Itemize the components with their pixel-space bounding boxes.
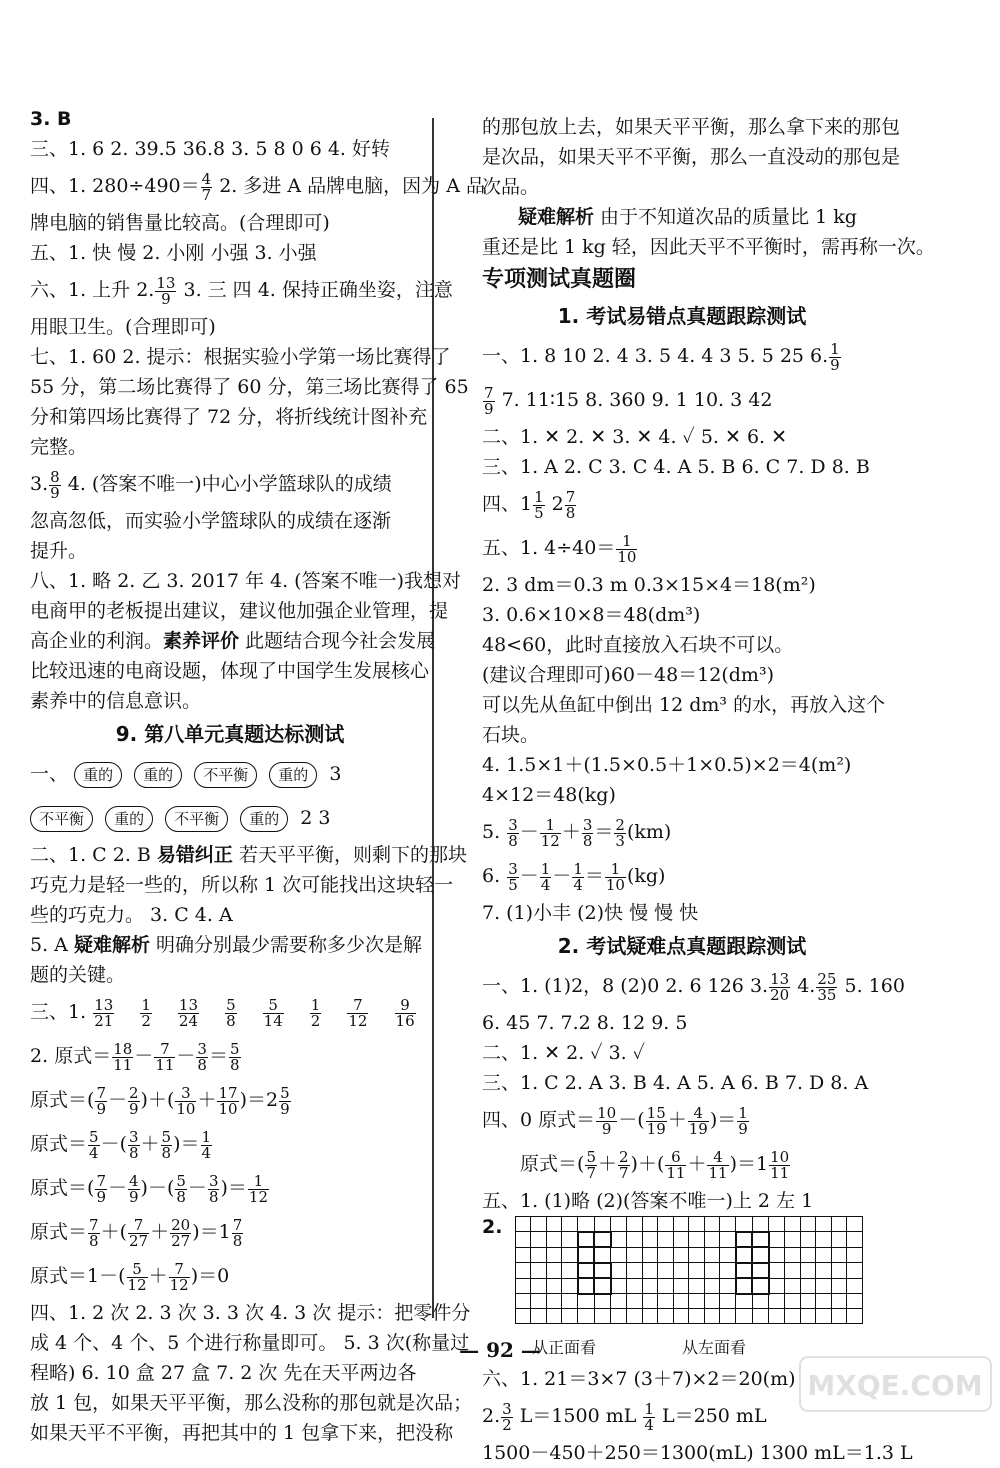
grid-cell bbox=[611, 1309, 627, 1324]
answer-line: 七、1. 60 2. 提示：根据实验小学第一场比赛得了 bbox=[30, 346, 451, 368]
equation: 原式＝( $\frac{7}{9}$ － $\frac{2}{9}$ )＋( $\frac{3}{10}$ ＋ $\frac{17}{10}$ )＝2 $\frac{5}{9}$ bbox=[30, 1083, 290, 1118]
answer-line: 5. A 疑难解析 明确分别最少需要称多少次是解 bbox=[30, 934, 422, 956]
grid-cell bbox=[689, 1232, 705, 1248]
grid-cell bbox=[736, 1278, 753, 1294]
watermark-logo bbox=[798, 1355, 993, 1413]
grid-cell bbox=[816, 1263, 832, 1279]
grid-cell bbox=[689, 1294, 705, 1309]
grid-cell bbox=[769, 1309, 785, 1324]
answer-line: 二、1. ✕ 2. ✕ 3. ✕ 4. ✓ 5. ✕ 6. ✕ bbox=[482, 426, 788, 448]
answer-line: 完整。 bbox=[30, 436, 88, 458]
answer-oval: 重的 bbox=[240, 806, 288, 832]
grid-cell bbox=[642, 1278, 658, 1294]
answer-oval: 重的 bbox=[134, 762, 182, 788]
grid-cell bbox=[594, 1232, 611, 1248]
equation: 原式＝1－( $\frac{5}{12}$ ＋ $\frac{7}{12}$ )＝0 bbox=[30, 1259, 230, 1294]
answer-line: 2. 3 dm＝0.3 m 0.3×15×4＝18(m²) bbox=[482, 574, 816, 596]
grid-cell bbox=[752, 1294, 769, 1309]
answer-line: 牌电脑的销售量比较高。(合理即可) bbox=[30, 212, 330, 234]
grid-cell bbox=[752, 1217, 769, 1232]
grid-cell bbox=[578, 1263, 595, 1279]
grid-cell bbox=[658, 1217, 674, 1232]
answer-line: 四、1. 280÷490＝ $\frac{4}{7}$ 2. 多进 A 品牌电脑，因为 A 品 bbox=[30, 169, 485, 204]
grid-cell bbox=[515, 1294, 531, 1309]
grid-cell bbox=[562, 1247, 578, 1263]
grid-cell bbox=[704, 1278, 720, 1294]
grid-cell bbox=[736, 1217, 753, 1232]
grid-cell bbox=[562, 1232, 578, 1248]
equation: 原式＝ $\frac{7}{8}$ ＋( $\frac{7}{27}$ ＋ $\frac{20}{27}$ )＝1 $\frac{7}{8}$ bbox=[30, 1215, 243, 1250]
answer-line: 3. B bbox=[30, 108, 72, 130]
grid-cell bbox=[658, 1294, 674, 1309]
grid-cell bbox=[689, 1278, 705, 1294]
equation: 原式＝( $\frac{7}{9}$ － $\frac{4}{9}$ )－( $\frac{5}{8}$ － $\frac{3}{8}$ )＝ $\frac{1}{12}$ bbox=[30, 1171, 268, 1206]
grid-cell bbox=[642, 1247, 658, 1263]
grid-cell bbox=[627, 1232, 643, 1248]
grid-cell bbox=[546, 1278, 562, 1294]
grid-cell bbox=[816, 1247, 832, 1263]
grid-cell bbox=[752, 1232, 769, 1248]
answer-oval: 重的 bbox=[269, 762, 317, 788]
grid-cell bbox=[720, 1217, 736, 1232]
grid-cell bbox=[736, 1263, 753, 1279]
answer-oval: 不平衡 bbox=[194, 762, 257, 788]
grid-cell bbox=[752, 1278, 769, 1294]
grid-cell bbox=[736, 1232, 753, 1248]
answer-line: 4. 1.5×1＋(1.5×0.5＋1×0.5)×2＝4(m²) bbox=[482, 754, 852, 776]
grid-cell bbox=[847, 1294, 863, 1309]
grid-cell bbox=[720, 1232, 736, 1248]
fraction: $\frac{4}{7}$ bbox=[201, 169, 212, 204]
grid-cell bbox=[627, 1217, 643, 1232]
grid-cell bbox=[562, 1309, 578, 1324]
answer-line: 可以先从鱼缸中倒出 12 dm³ 的水，再放入这个 bbox=[482, 694, 886, 716]
grid-cell bbox=[594, 1294, 611, 1309]
grid-cell bbox=[736, 1294, 753, 1309]
grid-cell bbox=[785, 1217, 801, 1232]
grid-cell bbox=[578, 1217, 595, 1232]
grid-cell bbox=[720, 1263, 736, 1279]
grid-cell bbox=[611, 1294, 627, 1309]
grid-cell bbox=[800, 1232, 816, 1248]
grid-cell bbox=[720, 1247, 736, 1263]
answer-line: 如果天平不平衡，再把其中的 1 包拿下来，把没称 bbox=[30, 1422, 454, 1444]
svg-text:MXQE.COM: MXQE.COM bbox=[807, 1369, 983, 1402]
grid-cell bbox=[831, 1217, 847, 1232]
grid-cell bbox=[627, 1263, 643, 1279]
grid-cell bbox=[673, 1309, 689, 1324]
note-label: 素养评价 bbox=[163, 630, 240, 652]
grid-cell bbox=[736, 1247, 753, 1263]
grid-cell bbox=[673, 1217, 689, 1232]
answer-oval: 不平衡 bbox=[30, 806, 93, 832]
answer-line: 3. 0.6×10×8＝48(dm³) bbox=[482, 604, 701, 626]
grid-cell bbox=[658, 1263, 674, 1279]
grid-cell bbox=[689, 1247, 705, 1263]
grid-cell bbox=[816, 1278, 832, 1294]
grid-cell bbox=[704, 1232, 720, 1248]
grid-cell bbox=[816, 1217, 832, 1232]
grid-cell bbox=[769, 1294, 785, 1309]
grid-cell bbox=[785, 1294, 801, 1309]
grid-cell bbox=[831, 1294, 847, 1309]
grid-cell bbox=[752, 1309, 769, 1324]
grid-cell bbox=[689, 1217, 705, 1232]
grid-cell bbox=[531, 1294, 547, 1309]
grid-cell bbox=[704, 1309, 720, 1324]
left-column bbox=[30, 104, 485, 1448]
grid-cell bbox=[816, 1309, 832, 1324]
grid-cell bbox=[769, 1247, 785, 1263]
grid-cell bbox=[594, 1278, 611, 1294]
answer-line: 疑难解析 由于不知道次品的质量比 1 kg bbox=[518, 206, 857, 228]
answer-line: 重还是比 1 kg 轻，因此天平不平衡时，需再称一次。 bbox=[482, 236, 935, 258]
answer-line: 一、1. 8 10 2. 4 3. 5 4. 4 3 5. 5 25 6. $\frac{1}{9}$ bbox=[482, 339, 840, 374]
grid-cell bbox=[800, 1309, 816, 1324]
answer-line: 四、1 $\frac{1}{5}$ 2 $\frac{7}{8}$ bbox=[482, 487, 576, 522]
grid-cell bbox=[704, 1217, 720, 1232]
answer-line: 五、1. (1)略 (2)(答案不唯一)上 2 左 1 bbox=[482, 1190, 814, 1212]
grid-cell bbox=[800, 1263, 816, 1279]
grid-cell bbox=[847, 1309, 863, 1324]
fraction-answers: 三、1. $\frac{13}{21}$ $\frac{1}{2}$ $\frac{13}{24}$ $\frac{5}{8}$ $\frac{5}{14}$ $\frac{1}{2}$ $\frac{7}{12}$ $\frac{9}{16}$ bbox=[30, 995, 415, 1030]
answer-line: 48<60，此时直接放入石块不可以。 bbox=[482, 634, 794, 656]
grid-cell bbox=[611, 1217, 627, 1232]
answer-line: 4×12＝48(kg) bbox=[482, 784, 616, 806]
grid-cell bbox=[847, 1217, 863, 1232]
answer-line: 石块。 bbox=[482, 724, 540, 746]
grid-cell bbox=[720, 1309, 736, 1324]
grid-cell bbox=[704, 1263, 720, 1279]
note-label: 易错纠正 bbox=[156, 844, 233, 866]
grid-cell bbox=[847, 1232, 863, 1248]
grid-cell bbox=[785, 1247, 801, 1263]
answer-line: 三、1. C 2. A 3. B 4. A 5. A 6. B 7. D 8. A bbox=[482, 1072, 869, 1094]
grid-cell bbox=[831, 1247, 847, 1263]
grid-cell bbox=[800, 1278, 816, 1294]
oval-answers: 一、 重的 重的 不平衡 重的 3 bbox=[30, 752, 430, 796]
grid-cell bbox=[562, 1217, 578, 1232]
fraction: $\frac{13}{9}$ bbox=[156, 273, 176, 308]
grid-cell bbox=[642, 1294, 658, 1309]
grid-cell bbox=[594, 1247, 611, 1263]
equation: 6. $\frac{3}{5}$ － $\frac{1}{4}$ － $\frac{1}{4}$ ＝ $\frac{1}{10}$ (kg) bbox=[482, 859, 666, 894]
grid-cell bbox=[578, 1247, 595, 1263]
grid-cell bbox=[769, 1217, 785, 1232]
answer-line: 电商甲的老板提出建议，建议他加强企业管理，提 bbox=[30, 600, 449, 622]
answer-line: 八、1. 略 2. 乙 3. 2017 年 4. (答案不唯一)我想对 bbox=[30, 570, 462, 592]
answer-line: 1500－450＋250＝1300(mL) 1300 mL＝1.3 L bbox=[482, 1442, 913, 1464]
grid-cell bbox=[546, 1217, 562, 1232]
grid-cell bbox=[831, 1309, 847, 1324]
answer-line: 题的关键。 bbox=[30, 964, 126, 986]
grid-cell bbox=[816, 1294, 832, 1309]
answer-line: 是次品，如果天平不平衡，那么一直没动的那包是 bbox=[482, 146, 901, 168]
answer-line: 程略) 6. 10 盒 27 盒 7. 2 次 先在天平两边各 bbox=[30, 1362, 417, 1384]
grid-cell bbox=[531, 1217, 547, 1232]
grid-cell bbox=[578, 1278, 595, 1294]
answer-line: 三、1. A 2. C 3. C 4. A 5. B 6. C 7. D 8. B bbox=[482, 456, 870, 478]
grid-cell bbox=[800, 1294, 816, 1309]
grid-cell bbox=[769, 1263, 785, 1279]
answer-line: (建议合理即可)60－48＝12(dm³) bbox=[482, 664, 774, 686]
answer-line: $\frac{7}{9}$ 7. 11∶15 8. 360 9. 1 10. 3 42 bbox=[484, 383, 773, 418]
grid-cell bbox=[658, 1247, 674, 1263]
fraction: $\frac{8}{9}$ bbox=[50, 467, 60, 502]
answer-line: 些的巧克力。 3. C 4. A bbox=[30, 904, 233, 926]
answer-line: 的那包放上去，如果天平平衡，那么拿下来的那包 bbox=[482, 116, 901, 138]
grid-cell bbox=[515, 1309, 531, 1324]
grid-cell bbox=[611, 1278, 627, 1294]
grid-cell bbox=[627, 1247, 643, 1263]
equation: 四、0 原式＝ $\frac{10}{9}$ －( $\frac{15}{19}$ ＋ $\frac{4}{19}$ )＝ $\frac{1}{9}$ bbox=[482, 1103, 748, 1138]
grid-cell bbox=[531, 1278, 547, 1294]
grid-cell bbox=[546, 1309, 562, 1324]
section-heading: 2. 考试疑难点真题跟踪测试 bbox=[557, 934, 807, 958]
grid-cell bbox=[515, 1263, 531, 1279]
grid-cell bbox=[720, 1278, 736, 1294]
grid-cell bbox=[562, 1294, 578, 1309]
grid-cell bbox=[531, 1232, 547, 1248]
grid-cell bbox=[769, 1278, 785, 1294]
answer-line: 忽高忽低，而实验小学篮球队的成绩在逐渐 bbox=[30, 510, 392, 532]
answer-oval: 重的 bbox=[105, 806, 153, 832]
grid-cell bbox=[847, 1247, 863, 1263]
answer-line: 3. $\frac{8}{9}$ 4. (答案不唯一)中心小学篮球队的成绩 bbox=[30, 467, 392, 502]
answer-line: 7. (1)小丰 (2)快 慢 慢 快 bbox=[482, 902, 699, 924]
grid-cell bbox=[546, 1232, 562, 1248]
grid-cell bbox=[720, 1294, 736, 1309]
grid-cell bbox=[847, 1263, 863, 1279]
answer-line: 比较迅速的电商设题，体现了中国学生发展核心 bbox=[30, 660, 430, 682]
grid-cell bbox=[642, 1232, 658, 1248]
grid-cell bbox=[752, 1247, 769, 1263]
grid-cell bbox=[704, 1294, 720, 1309]
grid-cell bbox=[704, 1247, 720, 1263]
equation: 2. 原式＝ $\frac{18}{11}$ － $\frac{7}{11}$ － $\frac{3}{8}$ ＝ $\frac{5}{8}$ bbox=[30, 1039, 240, 1074]
grid-cell bbox=[546, 1294, 562, 1309]
grid-cell bbox=[785, 1278, 801, 1294]
answer-line: 次品。 bbox=[482, 176, 540, 198]
answer-line: 高企业的利润。素养评价 此题结合现今社会发展 bbox=[30, 630, 436, 652]
answer-line: 素养中的信息意识。 bbox=[30, 690, 202, 712]
answer-line: 五、1. 快 慢 2. 小刚 小强 3. 小强 bbox=[30, 242, 317, 264]
grid-figure bbox=[515, 1216, 863, 1324]
grid-cell bbox=[673, 1263, 689, 1279]
grid-cell bbox=[611, 1263, 627, 1279]
grid-cell bbox=[594, 1309, 611, 1324]
grid-cell bbox=[785, 1232, 801, 1248]
answer-line: 6. 45 7. 7.2 8. 12 9. 5 bbox=[482, 1012, 688, 1034]
grid-cell bbox=[578, 1232, 595, 1248]
grid-cell bbox=[831, 1263, 847, 1279]
section-heading: 9. 第八单元真题达标测试 bbox=[115, 722, 345, 746]
grid-cell bbox=[673, 1278, 689, 1294]
grid-cell bbox=[658, 1232, 674, 1248]
grid-cell bbox=[642, 1309, 658, 1324]
answer-line: 二、1. C 2. B 易错纠正 若天平平衡，则剩下的那块 bbox=[30, 844, 467, 866]
grid-cell bbox=[611, 1247, 627, 1263]
answer-line: 提升。 bbox=[30, 540, 88, 562]
answer-line: 三、1. 6 2. 39.5 36.8 3. 5 8 0 6 4. 好转 bbox=[30, 138, 390, 160]
grid-cell bbox=[785, 1263, 801, 1279]
grid-cell bbox=[831, 1232, 847, 1248]
grid-cell bbox=[611, 1232, 627, 1248]
grid-answer: 2. bbox=[482, 1216, 882, 1336]
grid-captions: 从正面看 从左面看 bbox=[532, 1338, 747, 1357]
grid-cell bbox=[515, 1247, 531, 1263]
note-label: 疑难解析 bbox=[73, 934, 150, 956]
grid-cell bbox=[673, 1232, 689, 1248]
answer-line: 55 分，第二场比赛得了 60 分，第三场比赛得了 65 bbox=[30, 376, 469, 398]
answer-line: 分和第四场比赛得了 72 分，将折线统计图补充 bbox=[30, 406, 428, 428]
grid-cell bbox=[673, 1294, 689, 1309]
answer-line: 用眼卫生。(合理即可) bbox=[30, 316, 216, 338]
grid-cell bbox=[800, 1217, 816, 1232]
answer-line: 五、1. 4÷40＝ $\frac{1}{10}$ bbox=[482, 531, 637, 566]
grid-cell bbox=[658, 1278, 674, 1294]
grid-cell bbox=[594, 1263, 611, 1279]
grid-cell bbox=[847, 1278, 863, 1294]
grid-cell bbox=[627, 1278, 643, 1294]
answer-oval: 不平衡 bbox=[165, 806, 228, 832]
equation: 5. $\frac{3}{8}$ － $\frac{1}{12}$ ＋ $\frac{3}{8}$ ＝ $\frac{2}{3}$ (km) bbox=[482, 815, 672, 850]
grid-cell bbox=[800, 1247, 816, 1263]
grid-cell bbox=[642, 1263, 658, 1279]
grid-cell bbox=[594, 1217, 611, 1232]
grid-cell bbox=[831, 1278, 847, 1294]
grid-cell bbox=[531, 1263, 547, 1279]
grid-cell bbox=[531, 1247, 547, 1263]
answer-line: 四、1. 2 次 2. 3 次 3. 3 次 4. 3 次 提示：把零件分 bbox=[30, 1302, 471, 1324]
answer-line: 巧克力是轻一些的，所以称 1 次可能找出这块轻一 bbox=[30, 874, 454, 896]
grid-cell bbox=[816, 1232, 832, 1248]
answer-line: 成 4 个、4 个、5 个进行称量即可。 5. 3 次(称量过 bbox=[30, 1332, 470, 1354]
grid-cell bbox=[515, 1278, 531, 1294]
equation: 原式＝ $\frac{5}{4}$ －( $\frac{3}{8}$ ＋ $\frac{5}{8}$ )＝ $\frac{1}{4}$ bbox=[30, 1127, 212, 1162]
grid-cell bbox=[673, 1247, 689, 1263]
grid-cell bbox=[578, 1294, 595, 1309]
answer-line: 一、1. (1)2，8 (2)0 2. 6 126 3. $\frac{13}{20}$ 4. $\frac{25}{35}$ 5. 160 bbox=[482, 969, 905, 1004]
grid-cell bbox=[736, 1309, 753, 1324]
grid-cell bbox=[562, 1278, 578, 1294]
section-heading: 1. 考试易错点真题跟踪测试 bbox=[557, 304, 807, 328]
grid-cell bbox=[546, 1263, 562, 1279]
grid-cell bbox=[785, 1309, 801, 1324]
grid-cell bbox=[689, 1309, 705, 1324]
note-label: 疑难解析 bbox=[518, 206, 595, 228]
answer-oval: 重的 bbox=[74, 762, 122, 788]
grid-cell bbox=[642, 1217, 658, 1232]
grid-cell bbox=[531, 1309, 547, 1324]
answer-line: 六、1. 21＝3×7 (3＋7)×2＝20(m) bbox=[482, 1368, 796, 1390]
equation: 原式＝( $\frac{5}{7}$ ＋ $\frac{2}{7}$ )＋( $\frac{6}{11}$ ＋ $\frac{4}{11}$ )＝1 $\frac{10}{11}$ bbox=[520, 1147, 790, 1182]
grid-cell bbox=[627, 1309, 643, 1324]
grid-cell bbox=[752, 1263, 769, 1279]
answer-line: 放 1 包，如果天平平衡，那么没称的那包就是次品； bbox=[30, 1392, 473, 1414]
grid-cell bbox=[515, 1217, 531, 1232]
answer-line: 二、1. ✕ 2. ✓ 3. ✓ bbox=[482, 1042, 646, 1064]
grid-cell bbox=[627, 1294, 643, 1309]
grid-cell bbox=[769, 1232, 785, 1248]
grid-cell bbox=[546, 1247, 562, 1263]
grid-cell bbox=[578, 1309, 595, 1324]
answer-line: 六、1. 上升 2. $\frac{13}{9}$ 3. 三 四 4. 保持正确坐姿，注意 bbox=[30, 273, 453, 308]
grid-cell bbox=[658, 1309, 674, 1324]
oval-answers: 不平衡 重的 不平衡 重的 2 3 bbox=[30, 796, 430, 840]
answer-line: 2. $\frac{3}{2}$ L＝1500 mL $\frac{1}{4}$ L＝250 mL bbox=[482, 1399, 767, 1434]
page-number: — 92 — bbox=[459, 1338, 541, 1362]
grid-cell bbox=[515, 1232, 531, 1248]
grid-cell bbox=[562, 1263, 578, 1279]
section-title: 专项测试真题圈 bbox=[482, 267, 637, 292]
grid-cell bbox=[689, 1263, 705, 1279]
